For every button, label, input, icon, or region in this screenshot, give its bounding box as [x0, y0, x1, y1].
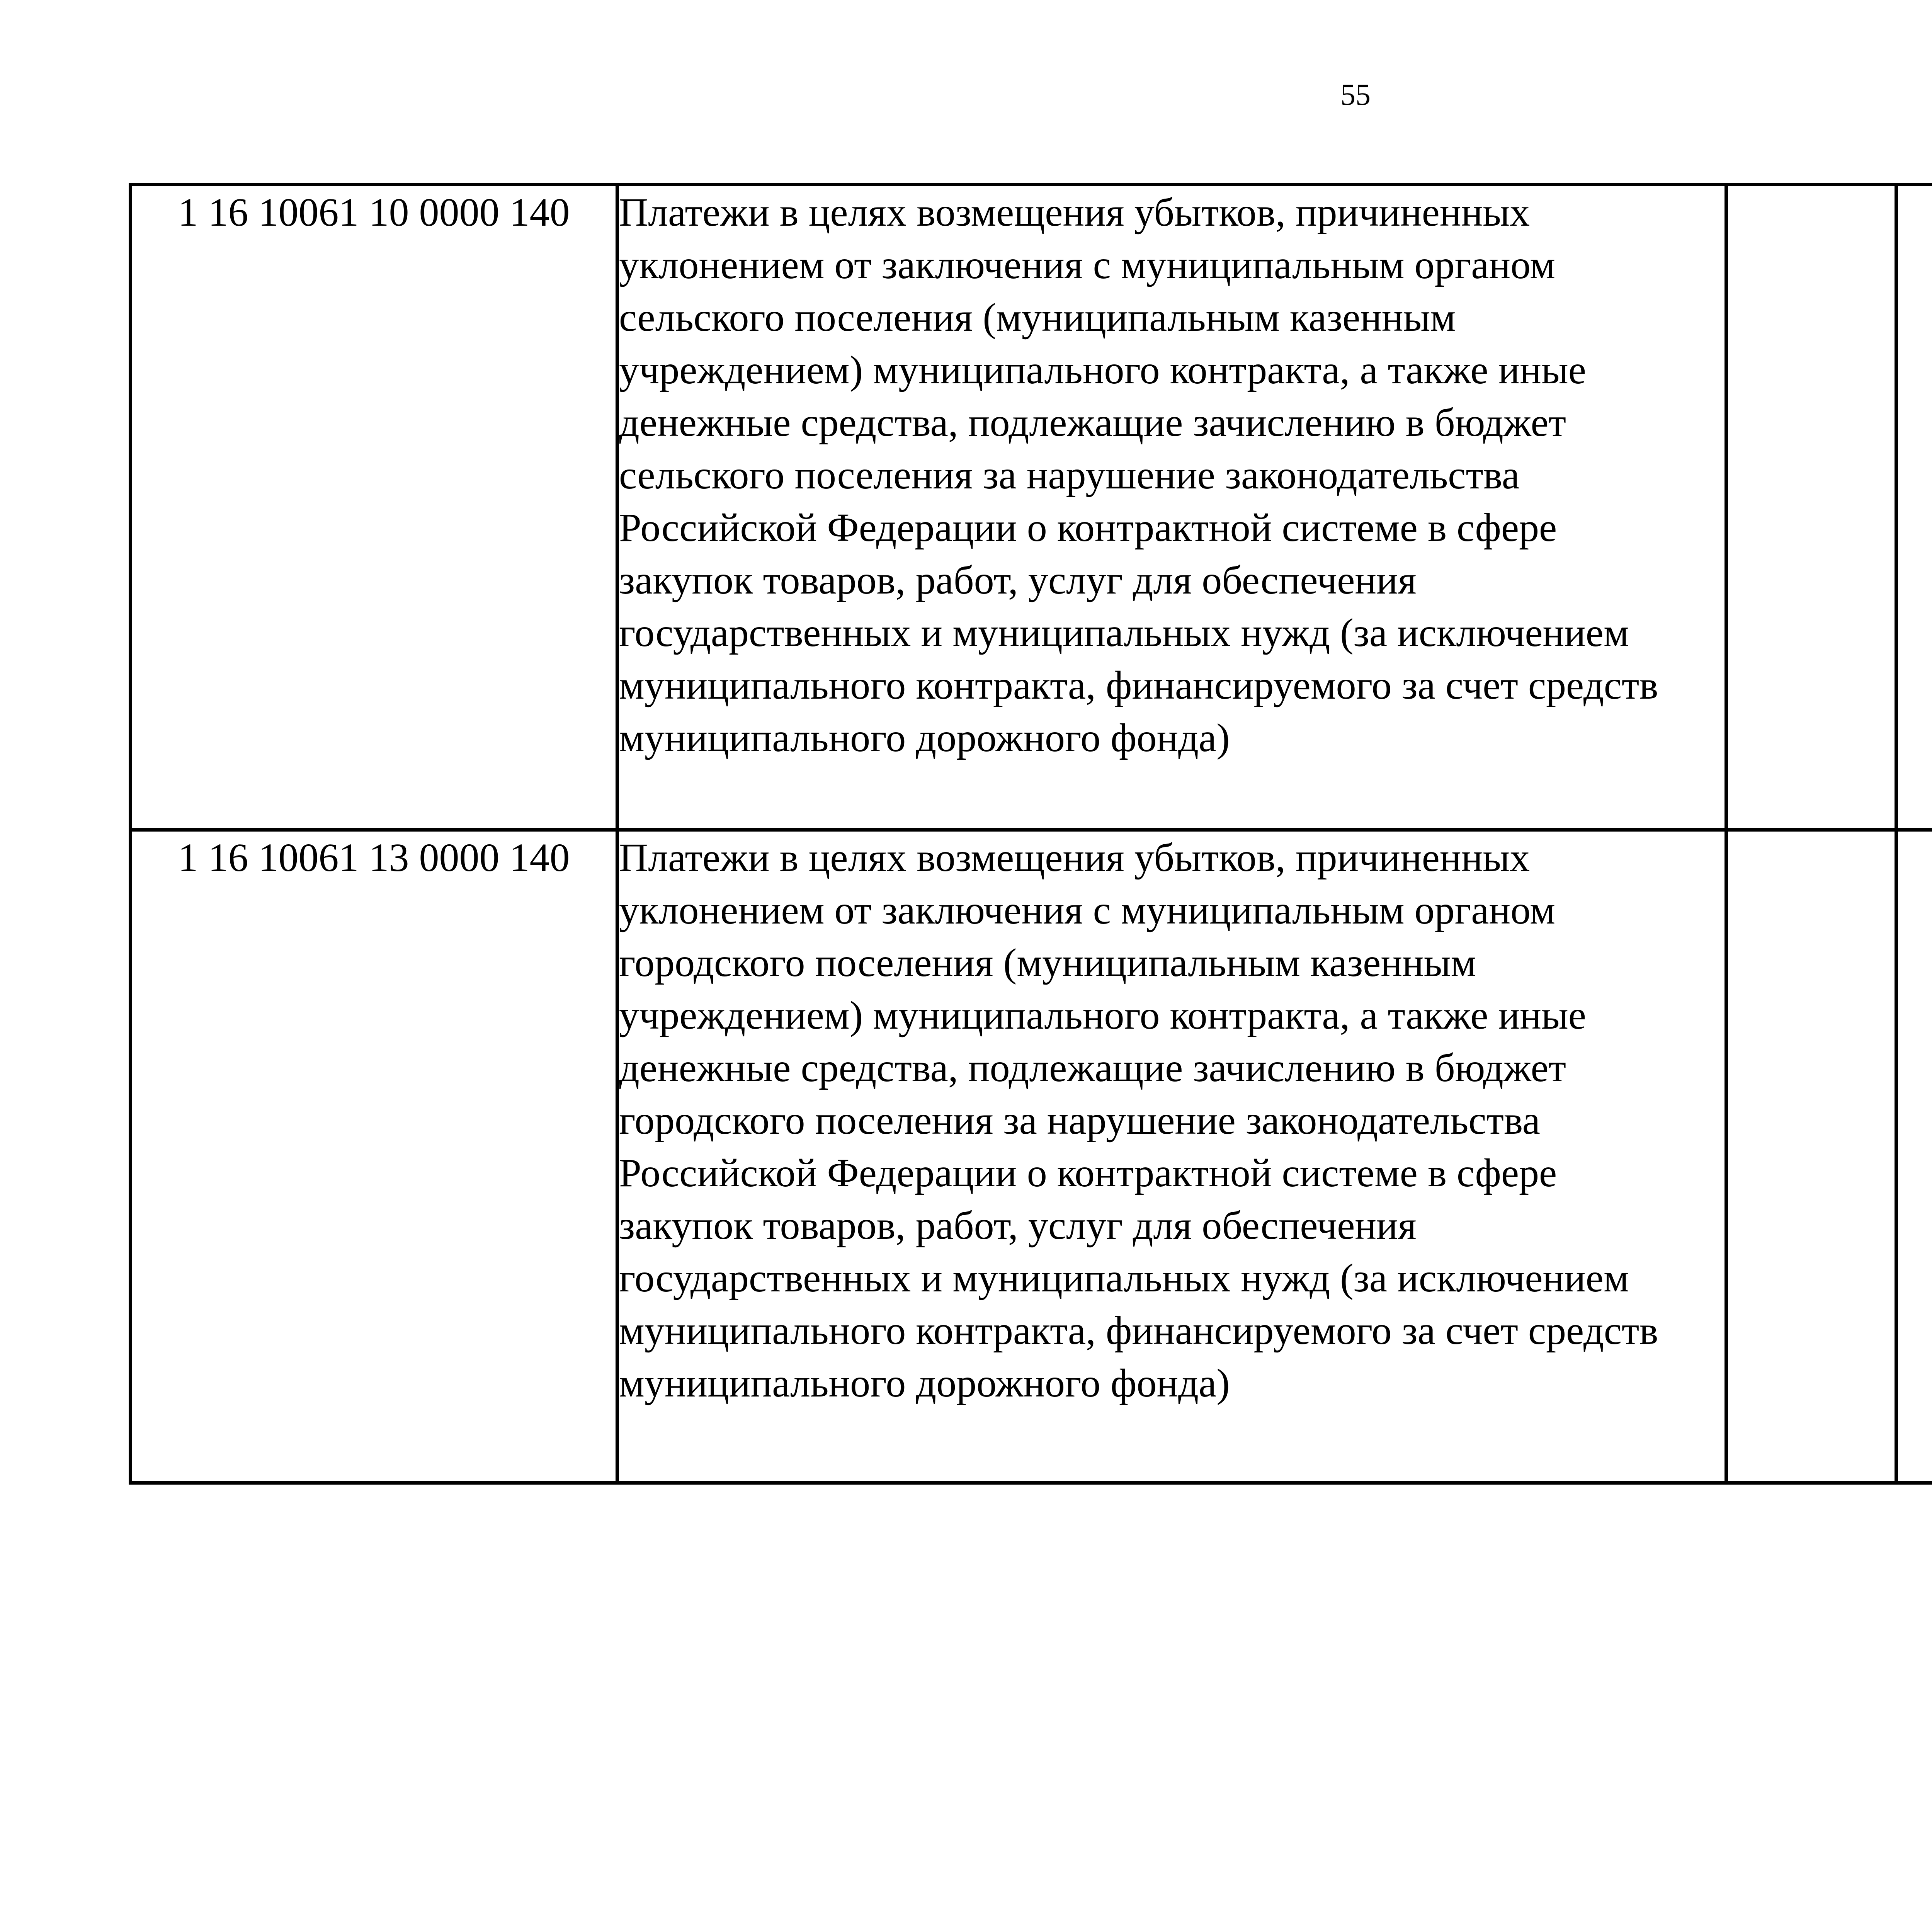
- description-line: Платежи в целях возмещения убытков, причиненных: [619, 190, 1530, 235]
- description-line: денежные средства, подлежащие зачислению в бюджет: [619, 400, 1566, 445]
- description-line: Российской Федерации о контрактной системе в сфере: [619, 505, 1557, 550]
- table-row: [131, 830, 1932, 1483]
- description-line: сельского поселения (муниципальным казенным: [619, 295, 1456, 340]
- value-cell-2: [1896, 830, 1932, 1483]
- description-cell: [617, 185, 1726, 830]
- value-cell-1: [1726, 185, 1896, 830]
- description-line: Платежи в целях возмещения убытков, причиненных: [619, 835, 1530, 880]
- description-line: муниципального дорожного фонда): [619, 716, 1230, 760]
- description-line: государственных и муниципальных нужд (за исключением: [619, 611, 1629, 655]
- description-line: денежные средства, подлежащие зачислению в бюджет: [619, 1046, 1566, 1090]
- description-line: уклонением от заключения с муниципальным органом: [619, 243, 1555, 287]
- description-cell: [617, 830, 1726, 1483]
- description-line: закупок товаров, работ, услуг для обеспечения: [619, 558, 1417, 602]
- budget-revenue-table: [129, 183, 1932, 1485]
- description-line: учреждением) муниципального контракта, а также иные: [619, 993, 1586, 1038]
- description-line: муниципального дорожного фонда): [619, 1361, 1230, 1405]
- budget-code-cell: 1 16 10061 10 0000 140: [131, 185, 617, 830]
- description-line: уклонением от заключения с муниципальным органом: [619, 888, 1555, 932]
- table-row: [131, 185, 1932, 830]
- value-cell-2: [1896, 185, 1932, 830]
- budget-code-cell: 1 16 10061 13 0000 140: [131, 830, 617, 1483]
- description-line: закупок товаров, работ, услуг для обеспечения: [619, 1203, 1417, 1248]
- description-line: муниципального контракта, финансируемого за счет средств: [619, 1308, 1658, 1353]
- description-line: государственных и муниципальных нужд (за исключением: [619, 1256, 1629, 1300]
- description-line: учреждением) муниципального контракта, а также иные: [619, 348, 1586, 392]
- description-line: Российской Федерации о контрактной системе в сфере: [619, 1151, 1557, 1195]
- page-number: 55: [1340, 78, 1371, 111]
- description-line: сельского поселения за нарушение законодательства: [619, 453, 1520, 497]
- description-line: муниципального контракта, финансируемого за счет средств: [619, 663, 1658, 708]
- description-line: городского поселения за нарушение законодательства: [619, 1098, 1540, 1143]
- description-line: городского поселения (муниципальным казенным: [619, 941, 1476, 985]
- value-cell-1: [1726, 830, 1896, 1483]
